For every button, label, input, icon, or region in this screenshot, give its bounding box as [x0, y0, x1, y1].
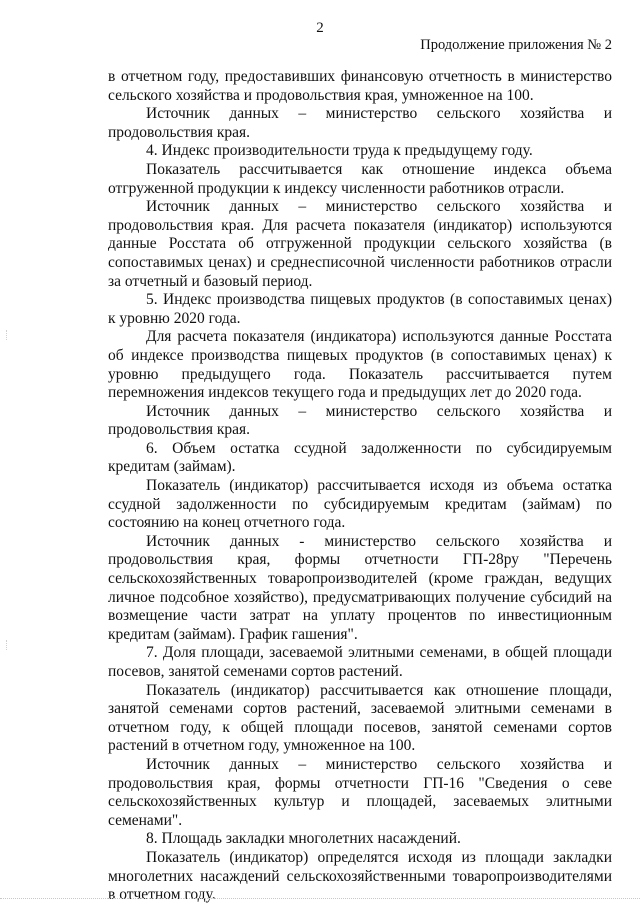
paragraph: Источник данных – министерство сельского хозяйства и продовольствия края. [108, 105, 612, 141]
paragraph: 8. Площадь закладки многолетних насаждений. [146, 830, 461, 848]
paragraph: Для расчета показателя (индикатора) используются данные Росстата об индексе производства пищевых продуктов (в сопоставимых ценах) к уровню предыдущего года. Показатель рассчитывается путем перемножения индексов текущего года и предыдущих лет до 2020 года. [108, 328, 612, 402]
document-body [108, 68, 612, 905]
paragraph: Источник данных – министерство сельского хозяйства и продовольствия края. Для расчета показателя (индикатор) используются данные Росстата об отгруженной продукции сельского хозяйства (в сопоставимых ценах) и среднесписочной численности работников отрасли за отчетный и базовый период. [108, 198, 612, 290]
paragraph: Источник данных – министерство сельского хозяйства и продовольствия края, формы отчетности ГП-16 "Сведения о севе сельскохозяйственных культур и площадей, засеваемых элитными семенами". [108, 755, 612, 829]
scan-margin-mark [6, 330, 8, 340]
paragraph: 6. Объем остатка ссудной задолженности по субсидируемым кредитам (займам). [108, 439, 612, 476]
paragraph: 7. Доля площади, засеваемой элитными семенами, в общей площади посевов, занятой семенами сортов растений. [108, 644, 612, 680]
paragraph: 5. Индекс производства пищевых продуктов (в сопоставимых ценах) к уровню 2020 года. [108, 291, 612, 327]
paragraph: Источник данных - министерство сельского хозяйства и продовольствия края, формы отчетности ГП-28ру "Перечень сельскохозяйственных товаропроизводителей (кроме граждан, ведущих личное подсобное хозяйство), предусматривающих получение субсидий на возмещение части затрат на уплату процентов по инвестиционным кредитам (займам). График гашения". [108, 532, 612, 643]
paragraph: в отчетном году, предоставивших финансовую отчетность в министерство сельского хозяйства и продовольствия края, умноженное на 100. [108, 68, 612, 104]
scan-artifact-line [0, 897, 640, 899]
paragraph: Показатель (индикатор) рассчитывается как отношение площади, занятой семенами сортов растений, засеваемой элитными семенами в отчетном году, к общей площади посевов, занятой семенами сортов растений в отчетном году, умноженное на 100. [108, 681, 612, 755]
paragraph: Показатель (индикатор) определятся исходя из площади закладки многолетних насаждений сельскохозяйственными товаропроизводителями в отчетном году. [108, 848, 612, 904]
scan-margin-mark [6, 640, 8, 650]
page-number: 2 [316, 20, 324, 36]
appendix-continuation-header: Продолжение приложения № 2 [420, 37, 612, 53]
paragraph: 4. Индекс производительности труда к предыдущему году. [146, 142, 533, 160]
paragraph: Источник данных – министерство сельского хозяйства и продовольствия края. [108, 402, 612, 439]
paragraph: Показатель рассчитывается как отношение индекса объема отгруженной продукции к индексу численности работников отрасли. [108, 160, 612, 197]
paragraph: Показатель (индикатор) рассчитывается исходя из объема остатка ссудной задолженности по субсидируемым кредитам (займам) по состоянию на конец отчетного года. [108, 477, 612, 532]
